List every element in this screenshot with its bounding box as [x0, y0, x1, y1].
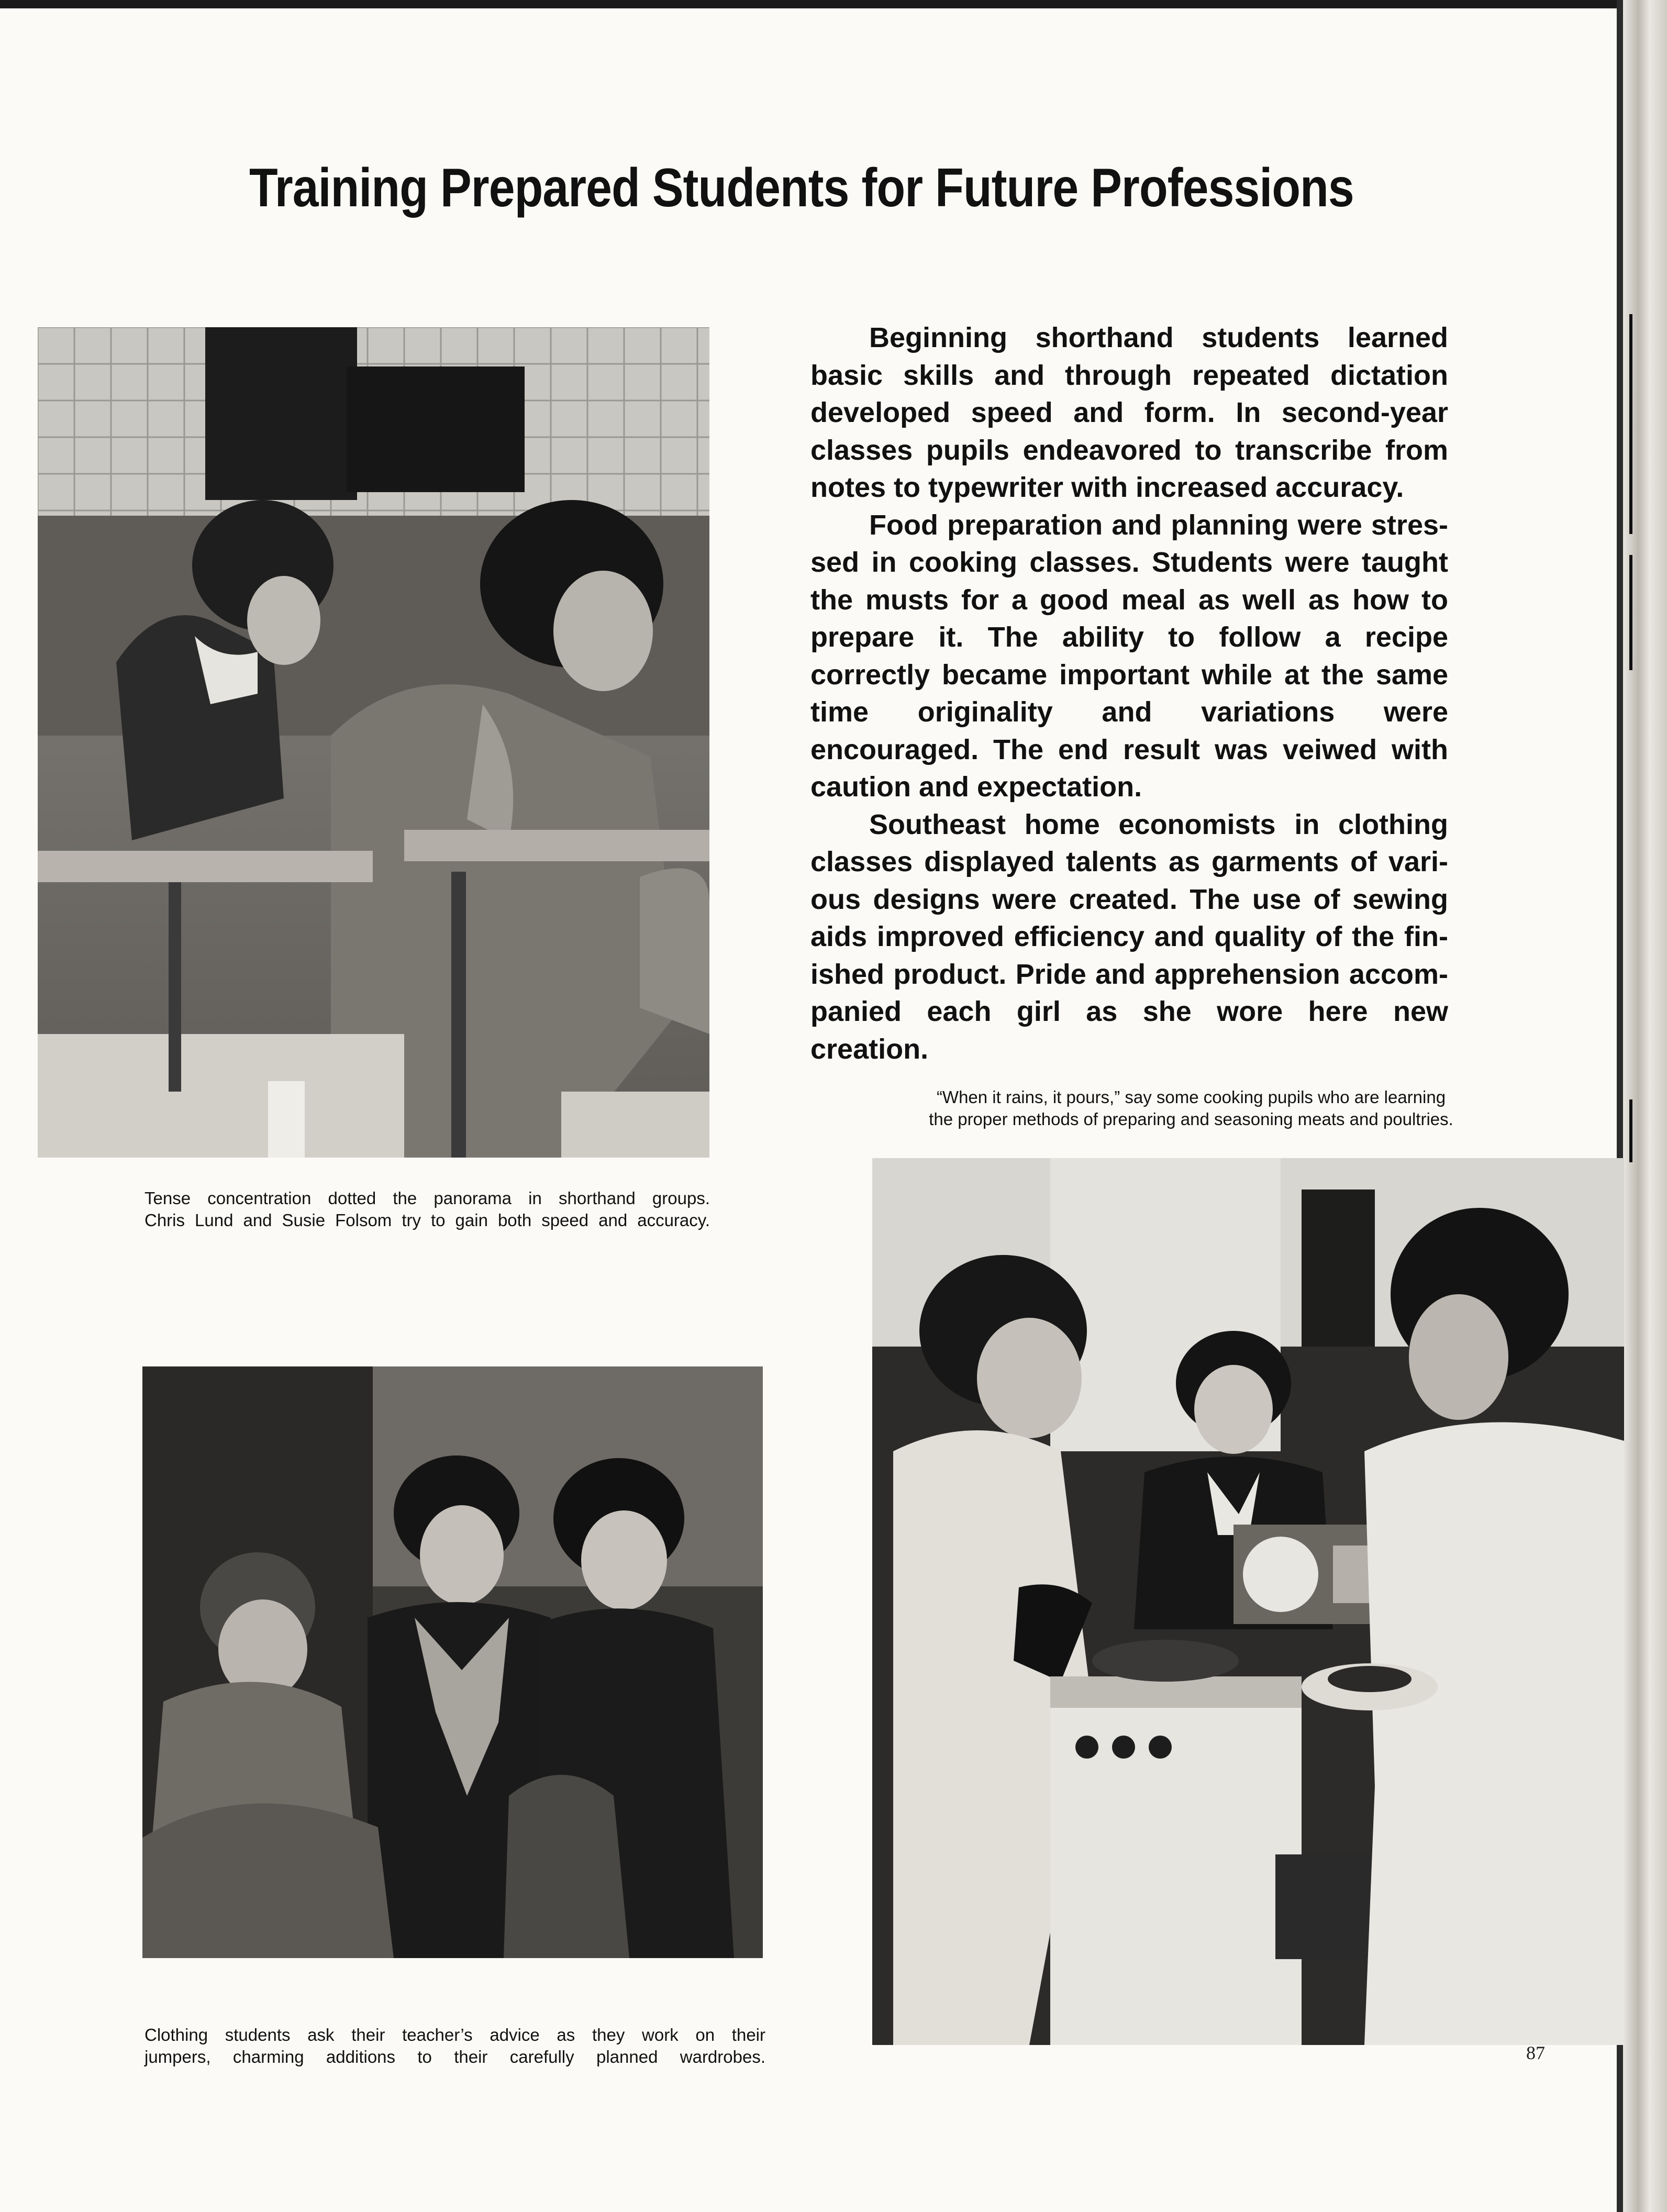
clothing-photo-graphic — [142, 1366, 763, 1958]
shorthand-caption-line-2: Chris Lund and Susie Folsom try to gain both speed and accuracy. — [145, 1210, 710, 1230]
article-paragraph: Beginning shorthand students learned basic skills and through repeated dictation developed speed and form. In second-year classes pupils endeavored to transcribe from notes to typewriter with increased accuracy. — [810, 322, 1448, 503]
article-paragraph: Southeast home economists in clothing classes displayed talents as garments of various designs were created. The use of sewing aids improved efficiency and quality of the finished product. Pride and apprehension accompanied each girl as she wore here new creation. — [810, 808, 1448, 1065]
clothing-caption — [145, 2024, 765, 2068]
spine-mark — [1629, 314, 1632, 534]
clothing-class-photo — [142, 1366, 763, 1958]
cooking-caption-line-1: “When it rains, it pours,” say some cooking pupils who are learning — [936, 1087, 1446, 1107]
cooking-photo-graphic — [872, 1158, 1624, 2045]
shorthand-photo-graphic — [38, 327, 709, 1158]
cooking-class-photo — [872, 1158, 1624, 2045]
spine-mark — [1629, 555, 1632, 670]
shorthand-caption — [145, 1187, 710, 1231]
page-title: Training Prepared Students for Future Professions — [249, 158, 1354, 218]
clothing-caption-line-2: jumpers, charming additions to their carefully planned wardrobes. — [145, 2047, 765, 2066]
clothing-caption-line-1: Clothing students ask their teacher’s advice as they work on their — [145, 2025, 765, 2044]
page-number: 87 — [1526, 2042, 1545, 2063]
spine-mark — [1629, 1099, 1632, 1162]
shorthand-class-photo — [38, 327, 709, 1158]
article-body — [810, 319, 1448, 1068]
article-paragraph: Food preparation and planning were stressed in cooking classes. Students were taught the musts for a good meal as well as how to prepare it. The ability to follow a recipe correctly became important while at the same time originality and variations were encouraged. The end result was veiwed with caution and expectation. — [810, 509, 1448, 803]
cooking-caption-line-2: the proper methods of preparing and seasoning meats and poultries. — [929, 1109, 1453, 1129]
page-top-edge — [0, 0, 1667, 8]
cooking-caption — [859, 1086, 1524, 1130]
shorthand-caption-line-1: Tense concentration dotted the panorama in shorthand groups. — [145, 1188, 710, 1208]
